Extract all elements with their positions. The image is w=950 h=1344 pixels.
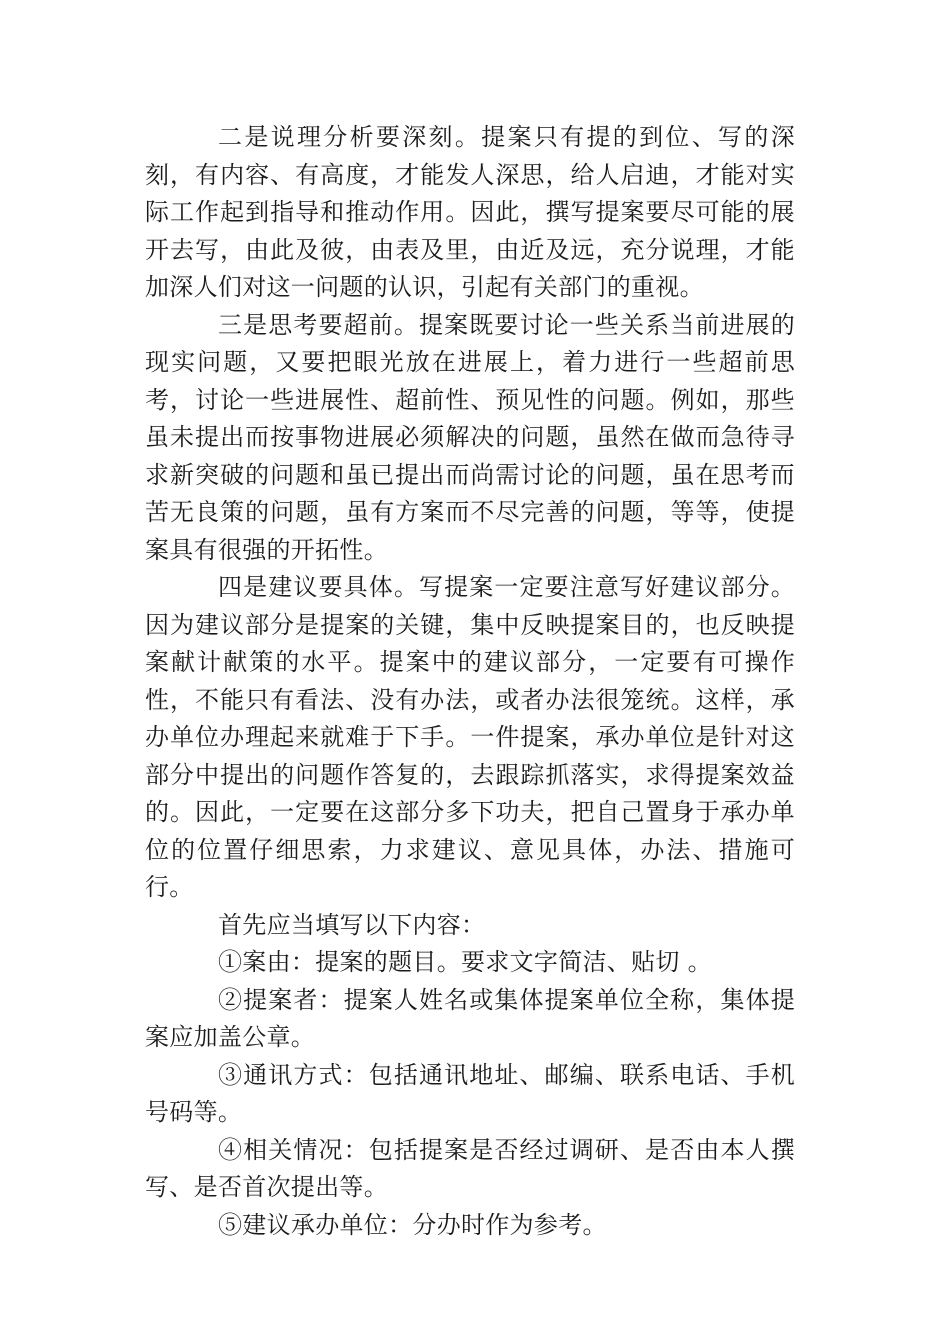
list-item-contact: ③通讯方式：包括通讯地址、邮编、联系电话、手机号码等。	[145, 1060, 795, 1126]
paragraph-specific-suggestions: 四是建议要具体。写提案一定要注意写好建议部分。因为建议部分是提案的关键，集中反映提案目的，也反映提案献计献策的水平。提案中的建议部分，一定要有可操作性，不能只有看法、没有办法，或者办法很笼统。这样，承办单位办理起来就难于下手。一件提案，承办单位是针对这部分中提出的问题作答复的，去跟踪抓落实，求得提案效益的。因此，一定要在这部分多下功夫，把自己置身于承办单位的位置仔细思索，力求建议、意见具体，办法、措施可行。	[145, 573, 795, 901]
list-item-related-info: ④相关情况：包括提案是否经过调研、是否由本人撰写、是否首次提出等。	[145, 1135, 795, 1201]
list-item-proposer: ②提案者：提案人姓名或集体提案单位全称，集体提案应加盖公章。	[145, 985, 795, 1051]
paragraph-analysis: 二是说理分析要深刻。提案只有提的到位、写的深刻，有内容、有高度，才能发人深思，给人启迪，才能对实际工作起到指导和推动作用。因此，撰写提案要尽可能的展开去写，由此及彼，由表及里，由近及远，充分说理，才能加深人们对这一问题的认识，引起有关部门的重视。	[145, 123, 795, 301]
paragraph-fill-intro: 首先应当填写以下内容：	[218, 910, 486, 939]
list-item-case-reason: ①案由：提案的题目。要求文字简洁、贴切 。	[218, 948, 712, 976]
document-body	[145, 119, 795, 1244]
list-item-suggested-unit: ⑤建议承办单位：分办时作为参考。	[218, 1210, 607, 1239]
paragraph-forward-thinking: 三是思考要超前。提案既要讨论一些关系当前进展的现实问题，又要把眼光放在进展上，着力进行一些超前思考，讨论一些进展性、超前性、预见性的问题。例如，那些虽未提出而按事物进展必须解决的问题，虽然在做而急待寻求新突破的问题和虽已提出而尚需讨论的问题，虽在思考而苦无良策的问题，虽有方案而不尽完善的问题，等等，使提案具有很强的开拓性。	[145, 310, 795, 564]
